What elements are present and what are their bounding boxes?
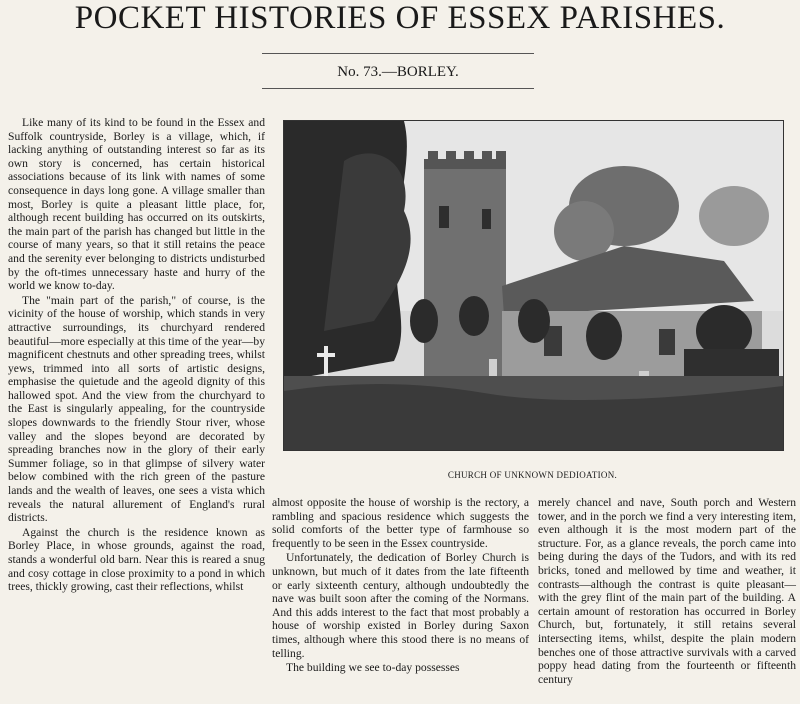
column-3 <box>538 496 796 686</box>
paragraph: Unfortunately, the dedication of Borley Church is unknown, but much of it dates from the late fifteenth or early sixteenth century, although undoubtedly the nave was built soon after the coming of the Normans. And this adds interest to the fact that most probably a house of worship existed in Borley during Saxon times, although where this stood there is no means of telling. <box>272 551 529 660</box>
paragraph: The "main part of the parish," of course, is the vicinity of the house of worship, which stands in very attractive surroundings, its churchyard rendered beautiful—more especially at this time of the year—by magnificent chestnuts and other spreading trees, whilst yews, trimmed into all sorts of artistic designs, emphasise the quietude and the ageold dignity of this hallowed spot. And the view from the churchyard to the East is singularly appealing, for the countryside slopes downwards to the friendly Stour river, whose valley and the slopes beyond are decorated by spreading branches now in the glory of their early Summer foliage, so in that glimpse of silvery water below combined with the rich green of the pasture lands and the wealth of leaves, one sees a vista which reveals the natural allurement of England's rural districts. <box>8 293 265 525</box>
top-rule <box>262 53 534 54</box>
church-photo <box>283 120 784 451</box>
bottom-rule <box>262 88 534 89</box>
paragraph: Against the church is the residence known as Borley Place, in whose grounds, against the road, stands a wonderful old barn. Near this is reared a snug and cosy cottage in close proximity to a pond in which trees, thickly growing, cast their reflections, whilst <box>8 525 265 594</box>
column-2 <box>272 496 529 675</box>
issue-heading: No. 73.—BORLEY. <box>337 64 459 80</box>
photo-caption: CHURCH OF UNKNOWN DEDIOATION. <box>447 470 618 480</box>
paragraph: merely chancel and nave, South porch and Western tower, and in the porch we find a very interesting item, even although it is the most modern part of the structure. For, as a glance reveals, the porch came into being during the days of the Tudors, and with its red bricks, toned and mellowed by time and weather, it contrasts—although the contrast is quite pleasant—with the grey flint of the main part of the building. A certain amount of restoration has occurred in Borley Church, but, fortunately, it still retains several intersecting items, whilst, despite the plain modern benches one of those attractive survivals with a carved poppy head dating from the fourteenth or fifteenth century <box>538 496 796 686</box>
paragraph: The building we see to-day possesses <box>286 661 460 675</box>
paragraph: Like many of its kind to be found in the Essex and Suffolk countryside, Borley is a village, which, if lacking anything of outstanding interest so far as its own story is concerned, has certain historical associations because of its link with names of some consequence in days long gone. A village smaller than most, Borley is quite a pleasant little place, for, although recent building has occurred on its outskirts, the main part of the parish has changed but little in the course of many years, so that it still retains the peace and the serenity ever belonging to districts undisturbed by the oft-times unnecessary haste and hurry of the world we know to-day. <box>8 116 265 293</box>
paragraph: almost opposite the house of worship is the rectory, a rambling and spacious residence which suggests the solid comforts of the better type of farmhouse so frequently to be seen in the Essex countryside. <box>272 496 529 550</box>
column-1 <box>8 116 265 594</box>
masthead-title: POCKET HISTORIES OF ESSEX PARISHES. <box>74 0 726 36</box>
